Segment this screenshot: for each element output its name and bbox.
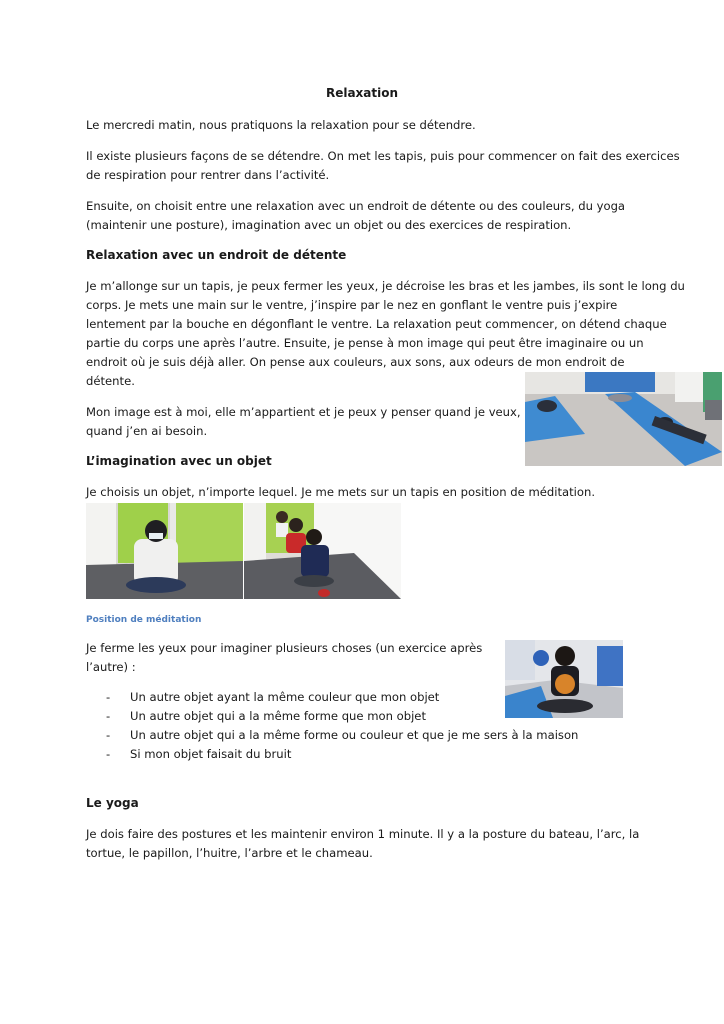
bullet-dash: -	[106, 747, 111, 761]
list-item-text: Si mon objet faisait du bruit	[130, 747, 292, 761]
section1-paragraph-2-line-2: quand j’en ai besoin.	[86, 424, 208, 438]
list-item	[86, 688, 578, 707]
section1-line: Je m’allonge sur un tapis, je peux fermer les yeux, je décroise les bras et les jambes, ils sont le long du	[86, 279, 685, 293]
section2-paragraph-1: Je choisis un objet, n’importe lequel. Je me mets sur un tapis en position de méditation.	[86, 485, 596, 499]
section-heading-yoga: Le yoga	[86, 796, 139, 810]
photo-caption-meditation: Position de méditation	[86, 615, 202, 625]
bullet-dash: -	[106, 709, 111, 723]
section2-paragraph-2-line-2: l’autre) :	[86, 660, 136, 674]
intro-paragraph-2-line-1: Il existe plusieurs façons de se détendre. On met les tapis, puis pour commencer on fait des exercices	[86, 149, 680, 163]
intro-paragraph-2-line-2: de respiration pour rentrer dans l’activité.	[86, 168, 330, 182]
photo-meditation-left	[86, 503, 243, 599]
photo-meditation-right	[244, 503, 401, 599]
section1-line: lentement par la bouche en dégonflant le ventre. La relaxation peut commencer, on détend chaque	[86, 317, 667, 331]
intro-paragraph-3-line-1: Ensuite, on choisit entre une relaxation avec un endroit de détente ou des couleurs, du yoga	[86, 199, 626, 213]
section1-line: partie du corps une après l’autre. Ensuite, je pense à mon image qui peut être imaginaire ou un	[86, 336, 644, 350]
section1-line: détente.	[86, 374, 135, 388]
photo-lying-on-mats	[525, 372, 722, 466]
section1-line: endroit où je suis déjà aller. On pense aux couleurs, aux sons, aux odeurs de mon endroit de	[86, 355, 625, 369]
section1-line: corps. Je mets une main sur le ventre, j’inspire par le nez en gonflant le ventre puis j’expire	[86, 298, 618, 312]
bullet-dash: -	[106, 690, 111, 704]
section2-paragraph-2-line-1: Je ferme les yeux pour imaginer plusieurs choses (un exercice après	[86, 641, 483, 655]
intro-paragraph-3-line-2: (maintenir une posture), imagination avec un objet ou des exercices de respiration.	[86, 218, 572, 232]
bullet-list	[86, 688, 578, 764]
list-item	[86, 726, 578, 745]
bullet-dash: -	[106, 728, 111, 742]
section-heading-imagination: L’imagination avec un objet	[86, 454, 272, 468]
intro-paragraph-1: Le mercredi matin, nous pratiquons la relaxation pour se détendre.	[86, 118, 476, 132]
section-heading-relaxation-place: Relaxation avec un endroit de détente	[86, 248, 347, 262]
list-item-text: Un autre objet ayant la même couleur que mon objet	[130, 690, 440, 704]
page-title: Relaxation	[325, 86, 399, 100]
list-item	[86, 707, 578, 726]
section3-line-1: Je dois faire des postures et les maintenir environ 1 minute. Il y a la posture du bateau, l’arc, la	[86, 827, 640, 841]
section1-paragraph-2-line-1: Mon image est à moi, elle m’appartient et je peux y penser quand je veux,	[86, 405, 521, 419]
section3-line-2: tortue, le papillon, l’huitre, l’arbre et le chameau.	[86, 846, 373, 860]
list-item-text: Un autre objet qui a la même forme que mon objet	[130, 709, 426, 723]
list-item-text: Un autre objet qui a la même forme ou couleur et que je me sers à la maison	[130, 728, 579, 742]
list-item	[86, 745, 578, 764]
